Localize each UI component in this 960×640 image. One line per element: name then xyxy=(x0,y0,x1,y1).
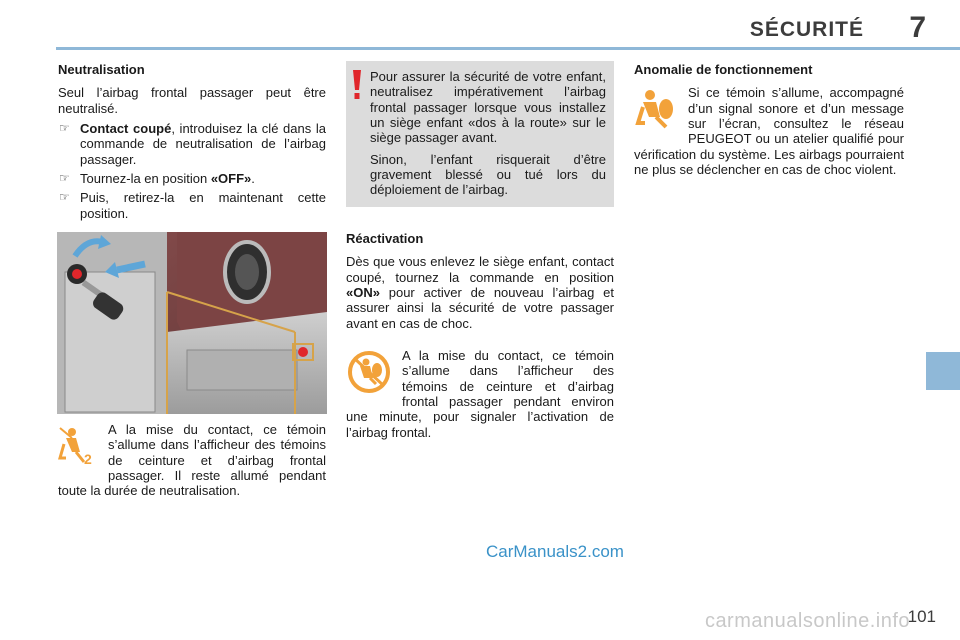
malfunction-heading: Anomalie de fonctionnement xyxy=(634,62,813,77)
child-seat-warning xyxy=(346,61,614,207)
reactivation-heading: Réactivation xyxy=(346,231,424,246)
off-indicator-note xyxy=(58,422,326,499)
chapter-title: SÉCURITÉ xyxy=(749,18,864,41)
svg-text:2: 2 xyxy=(84,451,92,466)
airbag-off-icon xyxy=(58,424,98,466)
airbag-fault-icon xyxy=(634,87,678,131)
dashboard-drawing xyxy=(57,232,327,414)
neutralisation-section xyxy=(58,62,326,225)
exclamation-icon xyxy=(352,70,362,100)
step-item: ☞ Tournez-la en position «OFF». xyxy=(58,171,326,186)
reactivation-text: Dès que vous enlevez le siège enfant, contact coupé, tournez la commande en position «ON» pour activer de nouveau l’airbag et assurer ainsi la sécurité de votre passager avant en cas de choc. xyxy=(346,254,614,331)
airbag-switch-illustration xyxy=(57,232,327,414)
on-indicator-note xyxy=(346,348,614,440)
header-rule xyxy=(56,47,960,50)
step-item: ☞ Puis, retirez-la en maintenant cette position. xyxy=(58,190,326,221)
chapter-number: 7 xyxy=(909,11,926,44)
warning-text-2: Sinon, l’enfant risquerait d’être gravement blessé ou tué lors du déploiement de l’airbag. xyxy=(370,151,606,198)
neutralisation-heading: Neutralisation xyxy=(58,62,145,77)
airbag-on-icon xyxy=(346,350,392,394)
on-indicator-text: A la mise du contact, ce témoin s’allume dans l’afficheur des témoins de ceinture et d’airbag frontal passager pendant environ une minute, pour signaler l’activation de l’airbag frontal. xyxy=(346,348,614,440)
chapter-side-tab[interactable] xyxy=(926,352,960,390)
step-item: ☞ Contact coupé, introduisez la clé dans la commande de neutralisation de l’airbag passager. xyxy=(58,121,326,167)
carmanuals-link[interactable]: CarManuals2.com xyxy=(486,542,624,561)
warning-text-1: Pour assurer la sécurité de votre enfant, neutralisez impérativement l’airbag frontal passager lorsque vous installez un siège enfant «dos à la route» sur le siège passager avant. xyxy=(370,69,606,146)
malfunction-text: Si ce témoin s’allume, accompagné d’un signal sonore et d’un message sur l’écran, consultez le réseau PEUGEOT ou un atelier qualifié pour vérification du système. Les airbags pourraient ne plus se déclencher en cas de choc violent. xyxy=(634,85,904,177)
neutralisation-steps xyxy=(58,121,326,221)
watermark: carmanualsonline.info xyxy=(704,610,910,632)
malfunction-section xyxy=(634,62,904,177)
neutralisation-intro: Seul l’airbag frontal passager peut être neutralisé. xyxy=(58,85,326,116)
off-indicator-text: A la mise du contact, ce témoin s’allume dans l’afficheur des témoins de ceinture et d’airbag frontal passager. Il reste allumé pendant toute la durée de neutralisation. xyxy=(58,422,326,499)
reactivation-section xyxy=(346,231,614,331)
page-number: 101 xyxy=(907,607,936,626)
